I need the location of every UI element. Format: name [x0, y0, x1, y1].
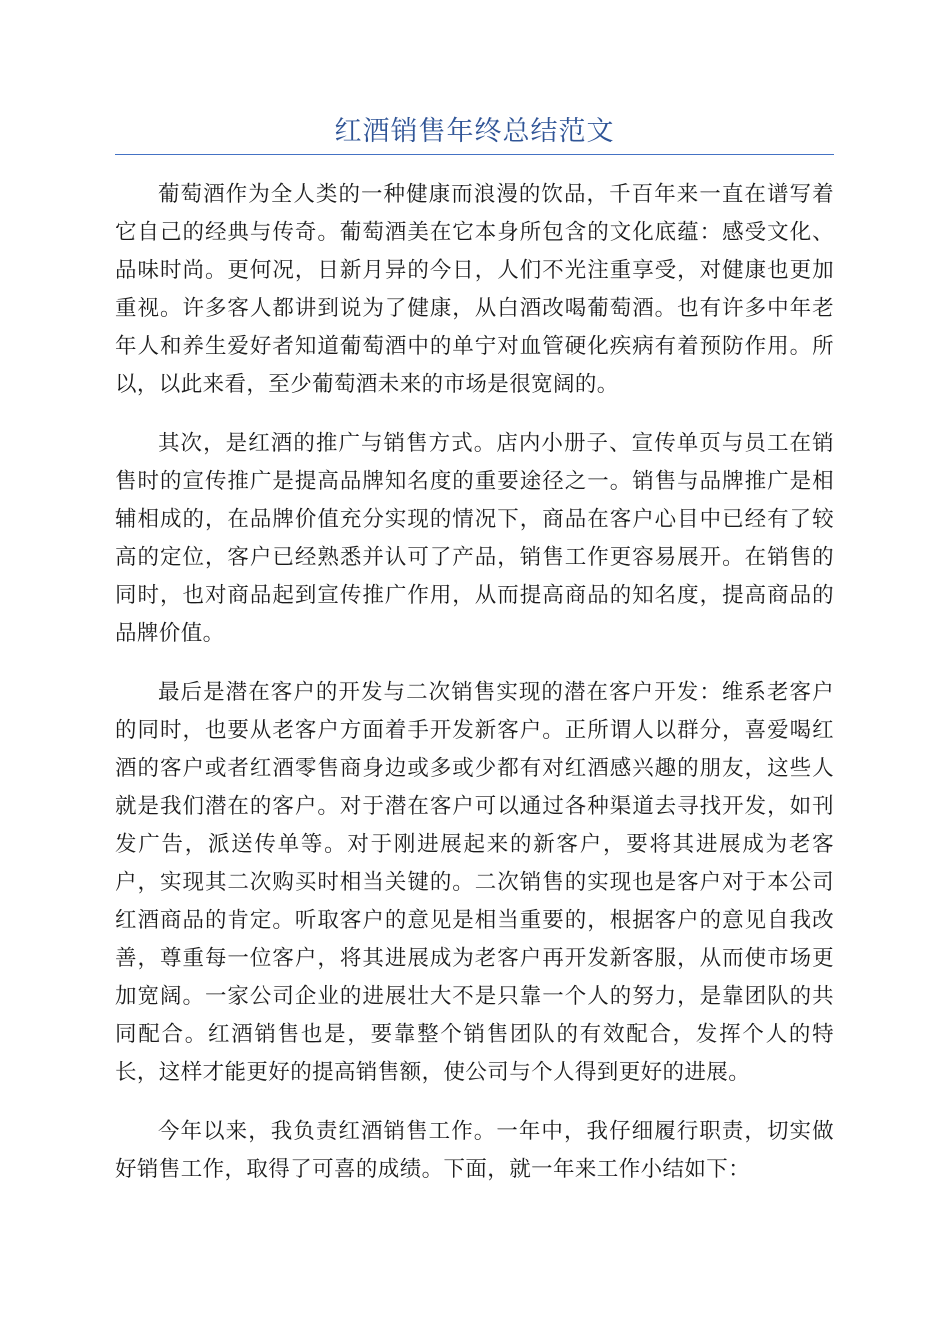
title-underline	[115, 154, 834, 155]
document-body	[115, 176, 834, 1210]
paragraph-intro: 葡萄酒作为全人类的一种健康而浪漫的饮品，千百年来一直在谱写着它自己的经典与传奇。葡萄酒美在它本身所包含的文化底蕴：感受文化、品味时尚。更何况，日新月异的今日，人们不光注重享受，对健康也更加重视。许多客人都讲到说为了健康，从白酒改喝葡萄酒。也有许多中年老年人和养生爱好者知道葡萄酒中的单宁对血管硬化疾病有着预防作用。所以，以此来看，至少葡萄酒未来的市场是很宽阔的。	[115, 182, 834, 397]
document-title: 红酒销售年终总结范文	[334, 116, 615, 147]
paragraph-summary-lead: 今年以来，我负责红酒销售工作。一年中，我仔细履行职责，切实做好销售工作，取得了可喜的成绩。下面，就一年来工作小结如下：	[115, 1119, 834, 1182]
paragraph-potential-customers: 最后是潜在客户的开发与二次销售实现的潜在客户开发：维系老客户的同时，也要从老客户方面着手开发新客户。正所谓人以群分，喜爱喝红酒的客户或者红酒零售商身边或多或少都有对红酒感兴趣的朋友，这些人就是我们潜在的客户。对于潜在客户可以通过各种渠道去寻找开发，如刊发广告，派送传单等。对于刚进展起来的新客户，要将其进展成为老客户，实现其二次购买时相当关键的。二次销售的实现也是客户对于本公司红酒商品的肯定。听取客户的意见是相当重要的，根据客户的意见自我改善，尊重每一位客户，将其进展成为老客户再开发新客服，从而使市场更加宽阔。一家公司企业的进展壮大不是只靠一个人的努力，是靠团队的共同配合。红酒销售也是，要靠整个销售团队的有效配合，发挥个人的特长，这样才能更好的提高销售额，使公司与个人得到更好的进展。	[115, 680, 834, 1085]
paragraph-promotion: 其次，是红酒的推广与销售方式。店内小册子、宣传单页与员工在销售时的宣传推广是提高品牌知名度的重要途径之一。销售与品牌推广是相辅相成的，在品牌价值充分实现的情况下，商品在客户心目中已经有了较高的定位，客户已经熟悉并认可了产品，销售工作更容易展开。在销售的同时，也对商品起到宣传推广作用，从而提高商品的知名度，提高商品的品牌价值。	[115, 431, 834, 646]
